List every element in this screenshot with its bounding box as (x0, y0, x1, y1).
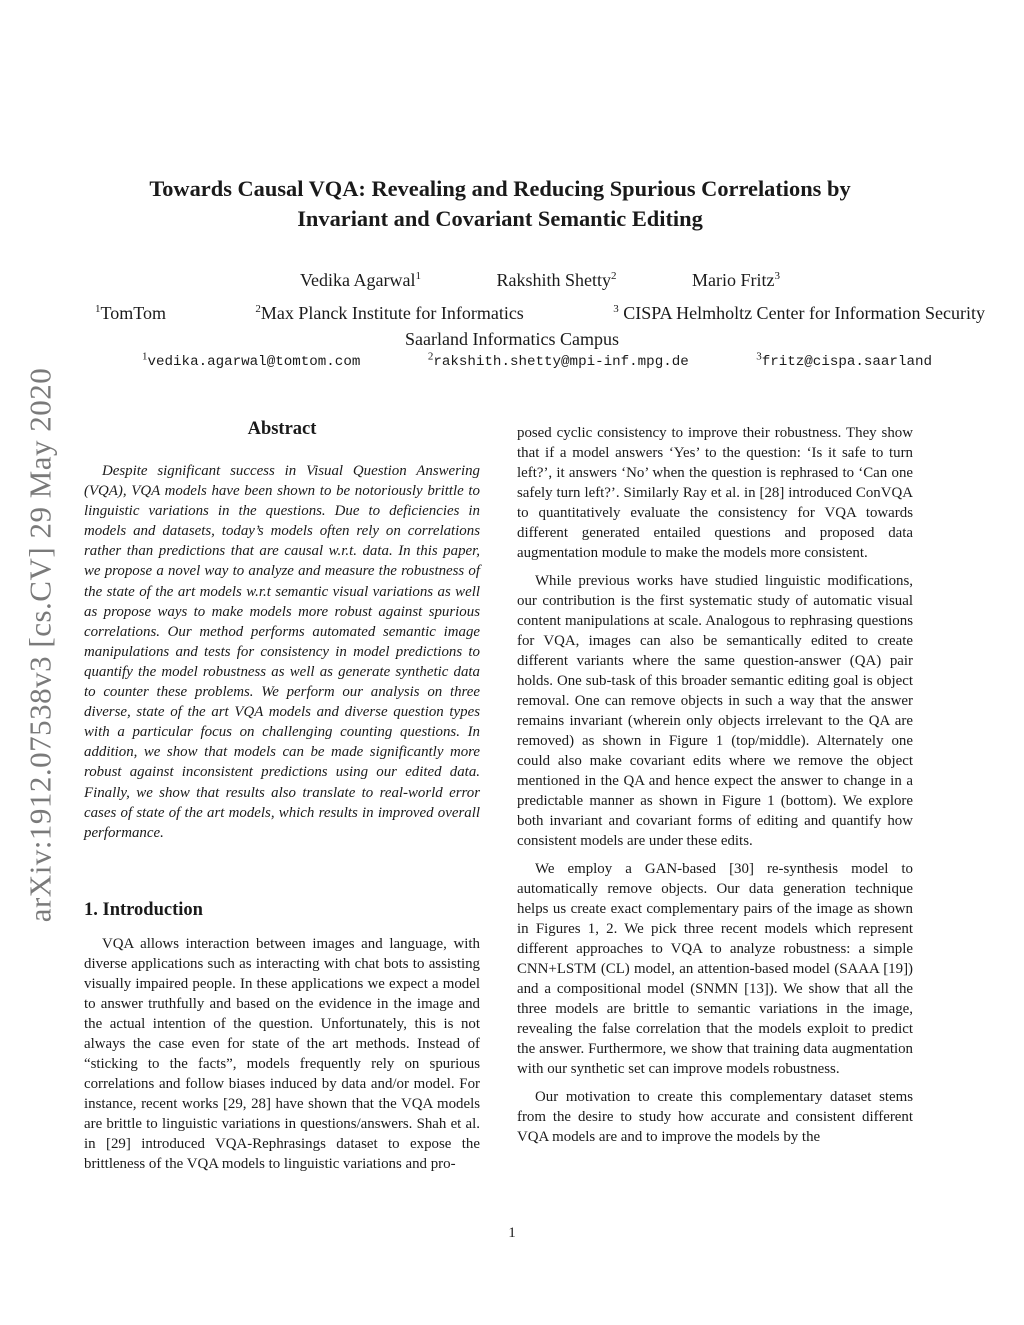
right-column-paragraph: posed cyclic consistency to improve their robustness. They show that if a model answers ‘Yes’ to the question: ‘Is it safe to turn left?’, it answers ‘No’ when the question is rephrased to ‘Can one safely turn left?’. Similarly Ray et al. in [28] introduced ConVQA to quantitatively evaluate the consistency for VQA towards different generated entailed questions and proposed data augmentation module to make the models more consistent. (517, 425, 913, 561)
author: Rakshith Shetty$^2$ (496, 270, 617, 290)
campus-affiliation: Saarland Informatics Campus (405, 329, 619, 349)
introduction-heading: 1. Introduction (84, 900, 203, 920)
affiliation-list (95, 303, 985, 324)
paper-title-line-2: Invariant and Covariant Semantic Editing (297, 206, 703, 231)
right-column-paragraph: We employ a GAN-based [30] re-synthesis model to automatically remove objects. Our data generation technique helps us create exact complementary pairs of the image as shown in Figures 1, 2. We pick three recent models which represent different approaches to VQA to analyze robustness: a simple CNN+LSTM (CL) model, an attention-based model (SAAA [19]) and a compositional model (SNMN [13]). We show that all the three models are brittle to semantic variations in the image, revealing the false correlation that the models exploit to predict the answer. Furthermore, we show that training data augmentation with our synthetic set can improve models robustness. (517, 861, 913, 1077)
affiliation: $^1$TomTom (95, 303, 166, 323)
author: Vedika Agarwal$^1$ (300, 270, 421, 290)
email-list (142, 350, 932, 370)
affiliation: $^2$Max Planck Institute for Informatics (255, 303, 524, 323)
arxiv-identifier-text: arXiv:1912.07538v3 [cs.CV] 29 May 2020 (22, 367, 57, 923)
author-list (300, 270, 780, 291)
affiliation: $^3$ CISPA Helmholtz Center for Information Security (613, 303, 985, 323)
abstract-heading: Abstract (247, 419, 317, 439)
abstract-body: Despite significant success in Visual Question Answering (VQA), VQA models have been shown to be notoriously brittle to linguistic variations in the questions. Due to deficiencies in models and datasets, today’s models often rely on correlations rather than predictions that are causal w.r.t. data. In this paper, we propose a novel way to analyze and measure the robustness of the state of the art models w.r.t semantic visual variations as well as propose ways to make models more robust against spurious correlations. Our method performs automated semantic image manipulations and tests for consistency in model predictions to quantify the model robustness as well as generate synthetic data to counter these problems. We perform our analysis on three diverse, state of the art VQA models and diverse question types with a particular focus on challenging counting questions. In addition, we show that models can be made significantly more robust against inconsistent predictions using our edited data. Finally, we show that results also translate to real-world error cases of state of the art models, which results in improved overall performance. (84, 463, 480, 841)
right-column-paragraph: While previous works have studied linguistic modifications, our contribution is the first systematic study of automatic visual content manipulations at scale. Analogous to rephrasing questions for VQA, images can also be semantically edited to create different variants where the same question-answer (QA) pair holds. One sub-task of this broader semantic editing goal is object removal. One can remove objects in such a way that the answer remains invariant (wherein only objects irrelevant to the QA are removed) as shown in Figure 1 (top/middle). Alternately one could also make covariant edits where we remove the object mentioned in the QA and hence expect the answer to change in a predictable manner as shown in Figure 1 (bottom). We explore both invariant and covariant forms of editing and quantify how consistent models are under these edits. (517, 573, 913, 849)
email: $^1$vedika.agarwal@tomtom.com (142, 350, 361, 370)
paper-title-line-1: Towards Causal VQA: Revealing and Reducing Spurious Correlations by (149, 176, 851, 201)
email: $^2$rakshith.shetty@mpi-inf.mpg.de (427, 350, 689, 370)
arxiv-identifier (20, 345, 60, 945)
right-column-paragraph: Our motivation to create this complementary dataset stems from the desire to study how accurate and consistent different VQA models are and to improve the models by the (517, 1089, 913, 1145)
page-number: 1 (508, 1225, 516, 1241)
right-column (517, 423, 913, 1155)
introduction-paragraph: VQA allows interaction between images and language, with diverse applications such as interacting with chat bots to assisting visually impaired people. In these applications we expect a model to answer truthfully and based on the evidence in the image and the actual intention of the question. Unfortunately, this is not always the case even for state of the art methods. Instead of “sticking to the facts”, models frequently rely on spurious correlations and follow biases induced by data and/or model. For instance, recent works [29, 28] have shown that the VQA models are brittle to linguistic variations in questions/answers. Shah et al. in [29] introduced VQA-Rephrasings dataset to expose the brittleness of the VQA models to linguistic variations and pro- (84, 936, 480, 1172)
email: $^3$fritz@cispa.saarland (756, 350, 932, 370)
paper-title (100, 174, 900, 234)
author: Mario Fritz$^3$ (691, 270, 780, 290)
